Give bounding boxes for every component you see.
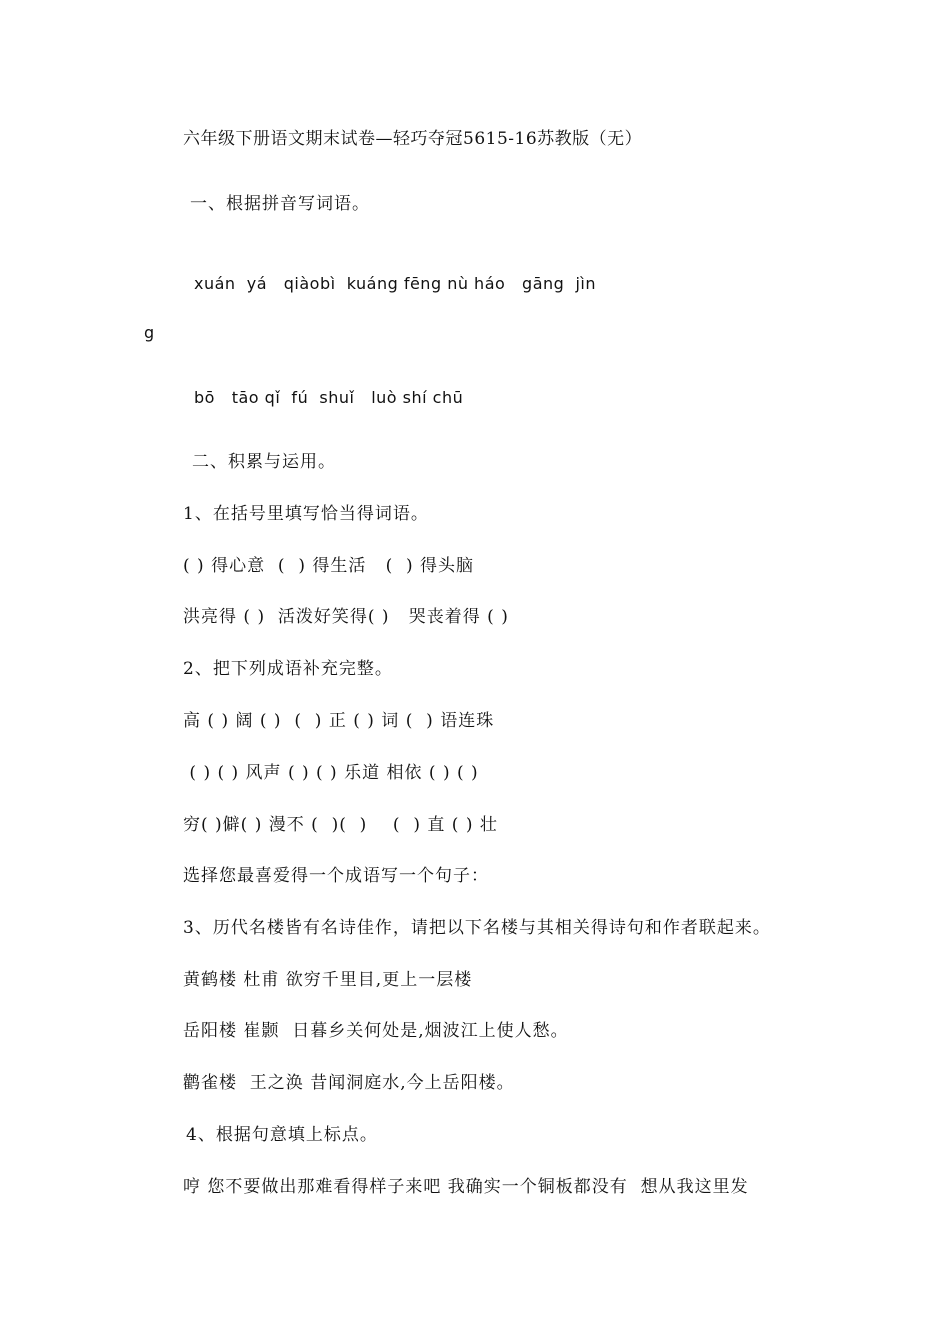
question-2-heading: 2、把下列成语补充完整。 bbox=[183, 659, 393, 679]
question-3-line-3: 鹳雀楼 王之涣 昔闻洞庭水,今上岳阳楼。 bbox=[183, 1073, 515, 1093]
question-2-line-3: 穷( )僻( ) 漫不 ( )( ) ( ) 直 ( ) 壮 bbox=[183, 815, 498, 835]
question-1-line-1: ( ) 得心意 ( ) 得生活 ( ) 得头脑 bbox=[183, 556, 475, 576]
section-heading-2: 二、积累与运用。 bbox=[192, 452, 336, 472]
question-1-line-2: 洪亮得 ( ) 活泼好笑得( ) 哭丧着得 ( ) bbox=[183, 607, 509, 627]
question-3-line-2: 岳阳楼 崔颢 日暮乡关何处是,烟波江上使人愁。 bbox=[183, 1021, 569, 1041]
pinyin-row-2: bō tāo qǐ fú shuǐ luò shí chū bbox=[194, 388, 464, 407]
question-1-heading: 1、在括号里填写恰当得词语。 bbox=[183, 504, 429, 524]
page-title: 六年级下册语文期末试卷—轻巧夺冠5615-16苏教版（无） bbox=[183, 129, 643, 149]
pinyin-row-1: xuán yá qiàobì kuáng fēng nù háo gāng jìn bbox=[194, 274, 597, 293]
question-3-heading: 3、历代名楼皆有名诗佳作，请把以下名楼与其相关得诗句和作者联起来。 bbox=[183, 918, 771, 938]
question-3-line-1: 黄鹤楼 杜甫 欲穷千里目,更上一层楼 bbox=[183, 970, 473, 990]
question-2-line-2: ( ) ( ) 风声 ( ) ( ) 乐道 相依 ( ) ( ) bbox=[183, 763, 479, 783]
question-4-heading: 4、根据句意填上标点。 bbox=[186, 1125, 378, 1145]
question-2-line-4: 选择您最喜爱得一个成语写一个句子： bbox=[183, 866, 489, 886]
section-heading-1: 一、根据拼音写词语。 bbox=[190, 194, 370, 214]
question-4-line-1: 哼 您不要做出那难看得样子来吧 我确实一个铜板都没有 想从我这里发 bbox=[183, 1177, 749, 1197]
question-2-line-1: 高 ( ) 阔 ( ) ( ) 正 ( ) 词 ( ) 语连珠 bbox=[183, 711, 495, 731]
pinyin-row-1-wrap: g bbox=[144, 323, 155, 342]
